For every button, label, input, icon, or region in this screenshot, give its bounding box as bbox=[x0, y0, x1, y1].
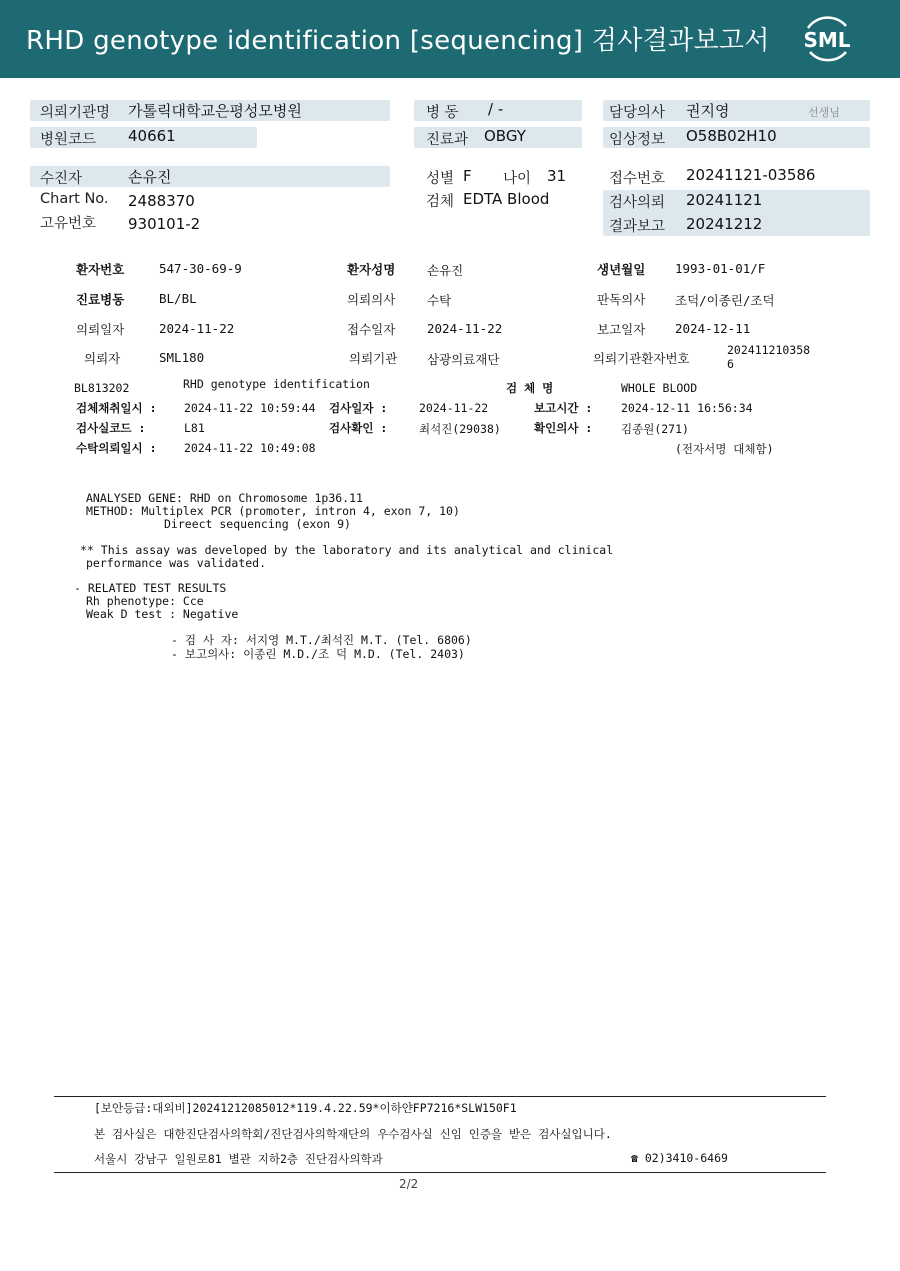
page-number: 2/2 bbox=[399, 1177, 419, 1191]
request-date-label: 검사의뢰 bbox=[609, 195, 666, 211]
scan-req-date-label: 의뢰일자 bbox=[76, 322, 125, 337]
scan-birth-label: 생년월일 bbox=[597, 262, 646, 277]
institution-value: 가톨릭대학교은평성모병원 bbox=[128, 102, 302, 120]
clinical-info-value: O58B02H10 bbox=[686, 127, 777, 145]
scan-inst-patient-no-value-2: 6 bbox=[727, 357, 734, 371]
report-method: METHOD: Multiplex PCR (promoter, intron 4, exon 7, 10) bbox=[86, 504, 460, 518]
request-date-value: 20241121 bbox=[686, 191, 763, 209]
scan-test-date-value: 2024-11-22 bbox=[419, 401, 489, 415]
institution-label: 의뢰기관명 bbox=[40, 105, 111, 121]
scan-ward-label: 진료병동 bbox=[76, 292, 125, 307]
scan-patient-name-label: 환자성명 bbox=[347, 262, 396, 277]
hospital-code-value: 40661 bbox=[128, 127, 176, 145]
receipt-no-value: 20241121-03586 bbox=[686, 166, 816, 184]
footer-top-rule bbox=[54, 1096, 826, 1097]
scan-confirm-doc-value: 김종원(271) bbox=[621, 422, 689, 436]
department-label: 진료과 bbox=[426, 132, 469, 148]
weak-d-test: Weak D test : Negative bbox=[86, 607, 239, 621]
patient-label: 수진자 bbox=[40, 171, 83, 187]
scan-confirm-label: 검사확인 : bbox=[329, 421, 388, 435]
security-line: [보안등급:대외비]20241212085012*119.4.22.59*이하얀FP7216*SLW150F1 bbox=[94, 1101, 517, 1115]
unique-no-label: 고유번호 bbox=[40, 216, 97, 232]
address-line: 서울시 강남구 일원로81 별관 지하2층 진단검사의학과 bbox=[94, 1152, 383, 1166]
scan-req-date-value: 2024-11-22 bbox=[159, 321, 235, 336]
report-method-2: Direect sequencing (exon 9) bbox=[164, 517, 351, 531]
doctor-value: 권지영 bbox=[686, 102, 730, 120]
scan-lab-code-label: 검사실코드 : bbox=[76, 421, 146, 435]
rh-phenotype: Rh phenotype: Cce bbox=[86, 594, 204, 608]
report-title: RHD genotype identification [sequencing] 검사결과보고서 bbox=[26, 26, 770, 56]
scan-inst-patient-no-label: 의뢰기관환자번호 bbox=[593, 351, 690, 366]
age-label: 나이 bbox=[503, 171, 532, 187]
scan-report-time-label: 보고시간 : bbox=[534, 401, 593, 415]
tester-line: - 검 사 자: 서지영 M.T./최석진 M.T. (Tel. 6806) bbox=[171, 633, 472, 647]
patient-value: 손유진 bbox=[128, 168, 172, 186]
svg-text:SML: SML bbox=[803, 28, 851, 52]
specimen-label: 검체 bbox=[426, 194, 455, 210]
scan-req-doctor-label: 의뢰의사 bbox=[347, 292, 396, 307]
sex-value: F bbox=[463, 167, 472, 185]
clinical-info-label: 임상정보 bbox=[609, 132, 666, 148]
scan-test-name: RHD genotype identification bbox=[183, 377, 370, 391]
scan-test-date-label: 검사일자 : bbox=[329, 401, 388, 415]
scan-specimen-value: WHOLE BLOOD bbox=[621, 381, 698, 395]
department-value: OBGY bbox=[484, 127, 526, 145]
related-results-heading: - RELATED TEST RESULTS bbox=[74, 581, 227, 595]
scan-birth-value: 1993-01-01/F bbox=[675, 261, 766, 276]
scan-rcv-date-value: 2024-11-22 bbox=[427, 321, 503, 336]
doctor-suffix: 선생님 bbox=[808, 106, 840, 119]
specimen-value: EDTA Blood bbox=[463, 190, 550, 208]
scan-esign-note: (전자서명 대체함) bbox=[675, 442, 774, 456]
report-note-2: performance was validated. bbox=[86, 556, 267, 570]
footer-bottom-rule bbox=[54, 1172, 826, 1173]
report-date-label: 결과보고 bbox=[609, 219, 666, 235]
scan-collect-value: 2024-11-22 10:59:44 bbox=[184, 401, 316, 415]
ward-label: 병 동 bbox=[426, 105, 459, 121]
report-note: ** This assay was developed by the laboratory and its analytical and clinical bbox=[80, 543, 614, 557]
scan-rep-date-label: 보고일자 bbox=[597, 322, 646, 337]
scan-confirm-value: 최석진(29038) bbox=[419, 422, 501, 436]
certification-line: 본 검사실은 대한진단검사의학회/진단검사의학재단의 우수검사실 신임 인증을 받은 검사실입니다. bbox=[94, 1127, 612, 1141]
scan-patient-no-label: 환자번호 bbox=[76, 262, 125, 277]
scan-patient-no-value: 547-30-69-9 bbox=[159, 261, 242, 276]
scan-inst-patient-no-value: 202411210358 bbox=[727, 343, 811, 357]
scan-ward-value: BL/BL bbox=[159, 291, 197, 306]
scan-reading-doctor-label: 판독의사 bbox=[597, 292, 646, 307]
scan-test-code: BL813202 bbox=[74, 381, 130, 395]
scan-patient-name-value: 손유진 bbox=[427, 263, 464, 278]
scan-req-inst-label: 의뢰기관 bbox=[349, 351, 398, 366]
doctor-label: 담당의사 bbox=[609, 105, 666, 121]
report-header bbox=[0, 0, 900, 78]
scan-req-doctor-value: 수탁 bbox=[427, 293, 452, 308]
scan-confirm-doc-label: 확인의사 : bbox=[534, 421, 593, 435]
scan-reading-doctor-value: 조덕/이종린/조덕 bbox=[675, 293, 775, 308]
scan-req-inst-value: 삼광의료재단 bbox=[427, 352, 500, 367]
receipt-no-label: 접수번호 bbox=[609, 171, 666, 187]
sex-label: 성별 bbox=[426, 171, 455, 187]
scan-entrust-label: 수탁의뢰일시 : bbox=[76, 441, 157, 455]
scan-collect-label: 검체채취일시 : bbox=[76, 401, 157, 415]
scan-report-time-value: 2024-12-11 16:56:34 bbox=[621, 401, 753, 415]
scan-entrust-value: 2024-11-22 10:49:08 bbox=[184, 441, 316, 455]
scan-requester-label: 의뢰자 bbox=[84, 351, 121, 366]
scan-rcv-date-label: 접수일자 bbox=[347, 322, 396, 337]
scan-requester-value: SML180 bbox=[159, 350, 205, 365]
chart-no-label: Chart No. bbox=[40, 191, 109, 207]
scan-rep-date-value: 2024-12-11 bbox=[675, 321, 751, 336]
scan-lab-code-value: L81 bbox=[184, 421, 205, 435]
reporter-line: - 보고의사: 이종린 M.D./조 덕 M.D. (Tel. 2403) bbox=[171, 647, 465, 661]
chart-no-value: 2488370 bbox=[128, 192, 195, 210]
phone-line: ☎ 02)3410-6469 bbox=[631, 1151, 728, 1165]
hospital-code-label: 병원코드 bbox=[40, 132, 97, 148]
sml-logo bbox=[796, 10, 858, 68]
report-date-value: 20241212 bbox=[686, 215, 763, 233]
age-value: 31 bbox=[547, 167, 567, 185]
report-gene: ANALYSED GENE: RHD on Chromosome 1p36.11 bbox=[86, 491, 363, 505]
unique-no-value: 930101-2 bbox=[128, 215, 201, 233]
scan-specimen-label: 검 체 명 bbox=[506, 381, 554, 395]
ward-value: / - bbox=[488, 100, 504, 118]
